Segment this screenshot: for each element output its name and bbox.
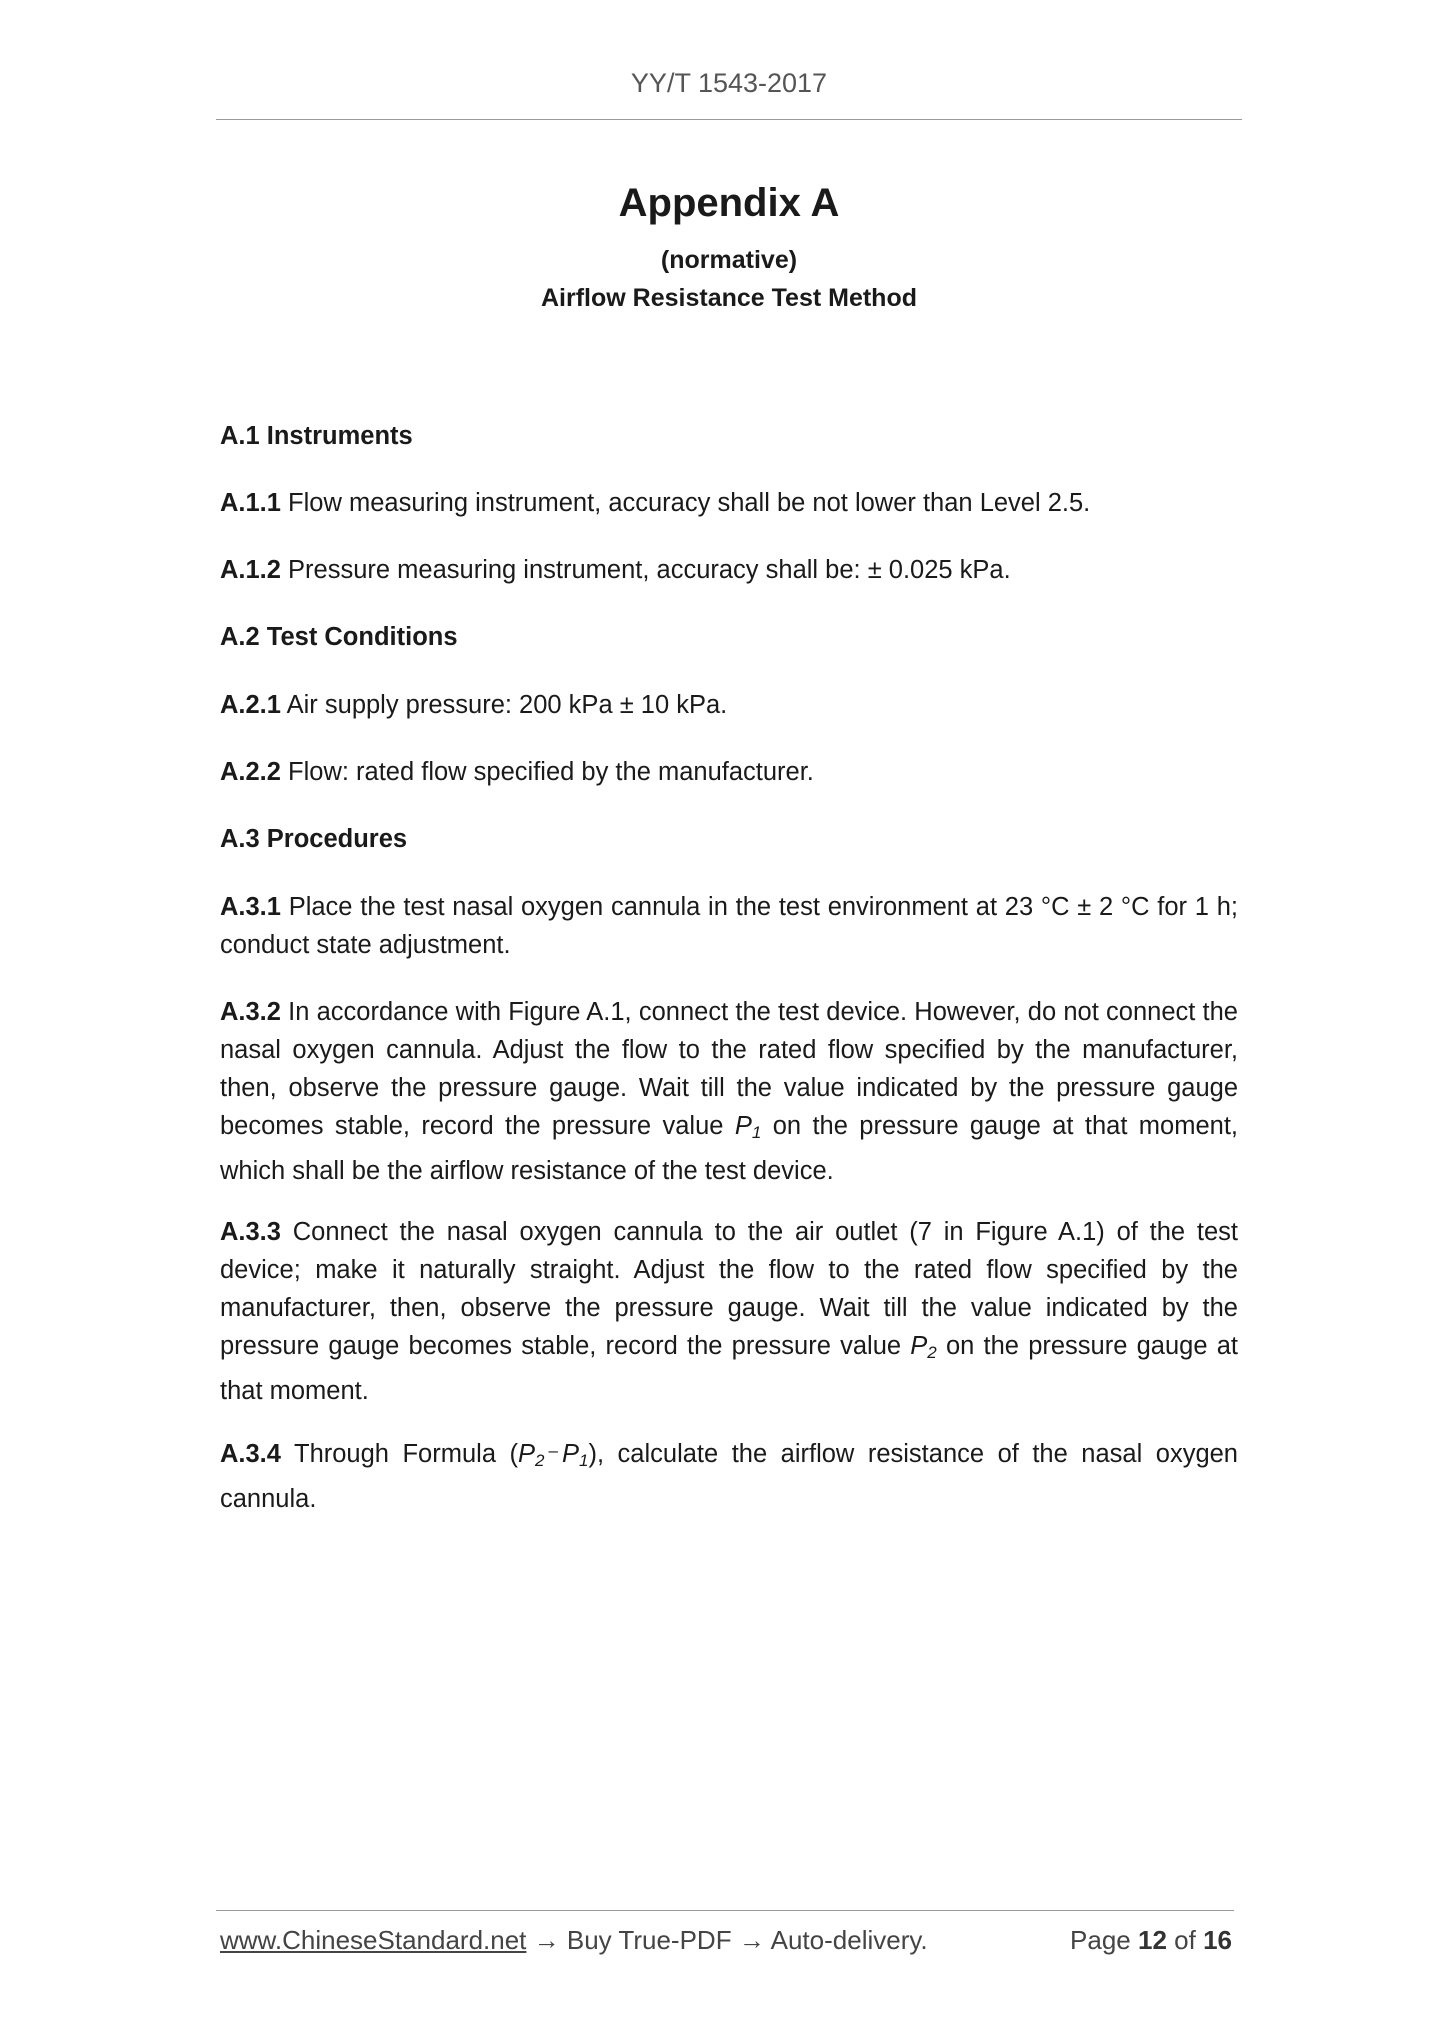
variable-subscript-2: 2 — [535, 1451, 545, 1470]
page-total: 16 — [1203, 1925, 1232, 1955]
clause-number: A.3.2 — [220, 998, 281, 1026]
clause-text-end: on the pressure gauge at that moment, which shall be the airflow resistance of the test device. — [220, 1112, 1238, 1185]
clause-a1-1 — [220, 484, 1238, 522]
clause-a3-1 — [220, 888, 1238, 964]
page-current: 12 — [1138, 1925, 1167, 1955]
clause-a2-1 — [220, 686, 1238, 724]
appendix-type: (normative) — [660, 246, 798, 274]
clause-number: A.2.1 — [220, 691, 281, 719]
clause-text-end: on the pressure gauge at that moment. — [220, 1332, 1238, 1405]
header-rule — [216, 119, 1242, 120]
clause-text: Place the test nasal oxygen cannula in the test environment at 23 °C ± 2 °C for 1 h; conduct state adjustment. — [220, 893, 1238, 959]
clause-text: In accordance with Figure A.1, connect the test device. However, do not connect the nasal oxygen cannula. Adjust the flow to the rated flow specified by the manufacturer, then, observe the pressure gauge. Wait till the value indicated by the pressure gauge becomes stable, record the pressure value — [220, 998, 1238, 1140]
variable-subscript-1: 1 — [578, 1451, 589, 1470]
variable-p2: P — [518, 1440, 536, 1468]
variable-p1: P — [561, 1440, 579, 1468]
clause-number: A.3.1 — [220, 893, 281, 921]
clause-text: Air supply pressure: 200 kPa ± 10 kPa. — [280, 691, 728, 719]
clause-number: A.1.1 — [220, 489, 281, 517]
section-heading-a3: A.3 Procedures — [220, 825, 408, 853]
variable-p: P — [734, 1112, 752, 1140]
appendix-title: Appendix A — [618, 181, 840, 225]
clause-text: Through Formula ( — [280, 1440, 519, 1468]
arrow-icon: → — [738, 1925, 765, 1955]
clause-a3-4 — [220, 1432, 1238, 1518]
page-indicator — [1070, 1925, 1232, 1956]
clause-number: A.3.4 — [220, 1440, 281, 1468]
clause-text: Pressure measuring instrument, accuracy shall be: ± 0.025 kPa. — [280, 556, 1011, 584]
website-link[interactable]: www.ChineseStandard.net — [220, 1925, 527, 1955]
clause-text-end: ), calculate the airflow resistance of the nasal oxygen cannula. — [220, 1440, 1238, 1513]
page-label: Page — [1070, 1925, 1131, 1955]
variable-subscript: 2 — [927, 1343, 937, 1362]
clause-text: Connect the nasal oxygen cannula to the air outlet (7 in Figure A.1) of the test device; make it naturally straight. Adjust the flow to the rated flow specified by the manufacturer, then, observe the pressure gauge. Wait till the value indicated by the pressure gauge becomes stable, record the pressure value — [220, 1218, 1238, 1360]
appendix-name: Airflow Resistance Test Method — [541, 284, 917, 312]
buy-text: Buy True-PDF — [566, 1925, 732, 1955]
clause-a3-2 — [220, 993, 1238, 1190]
clause-number: A.2.2 — [220, 758, 281, 786]
clause-number: A.3.3 — [220, 1218, 281, 1246]
of-label: of — [1174, 1925, 1196, 1955]
footer-rule — [216, 1910, 1234, 1911]
delivery-text: Auto-delivery. — [770, 1925, 928, 1955]
clause-a3-3 — [220, 1213, 1238, 1410]
section-heading-a2: A.2 Test Conditions — [220, 623, 458, 651]
clause-number: A.1.2 — [220, 556, 281, 584]
page-footer — [220, 1925, 1232, 1956]
clause-text: Flow: rated flow specified by the manufacturer. — [280, 758, 814, 786]
appendix-title-block — [216, 176, 1242, 315]
variable-subscript: 1 — [751, 1123, 762, 1142]
page-header: YY/T 1543-2017 — [630, 68, 828, 98]
variable-p: P — [910, 1332, 928, 1360]
section-heading-a1: A.1 Instruments — [220, 422, 413, 450]
clause-text: Flow measuring instrument, accuracy shall be not lower than Level 2.5. — [280, 489, 1091, 517]
arrow-icon: → — [533, 1925, 560, 1955]
minus-sign: – — [548, 1441, 558, 1460]
clause-a1-2 — [220, 551, 1238, 589]
clause-a2-2 — [220, 753, 1238, 791]
footer-left — [220, 1925, 928, 1955]
